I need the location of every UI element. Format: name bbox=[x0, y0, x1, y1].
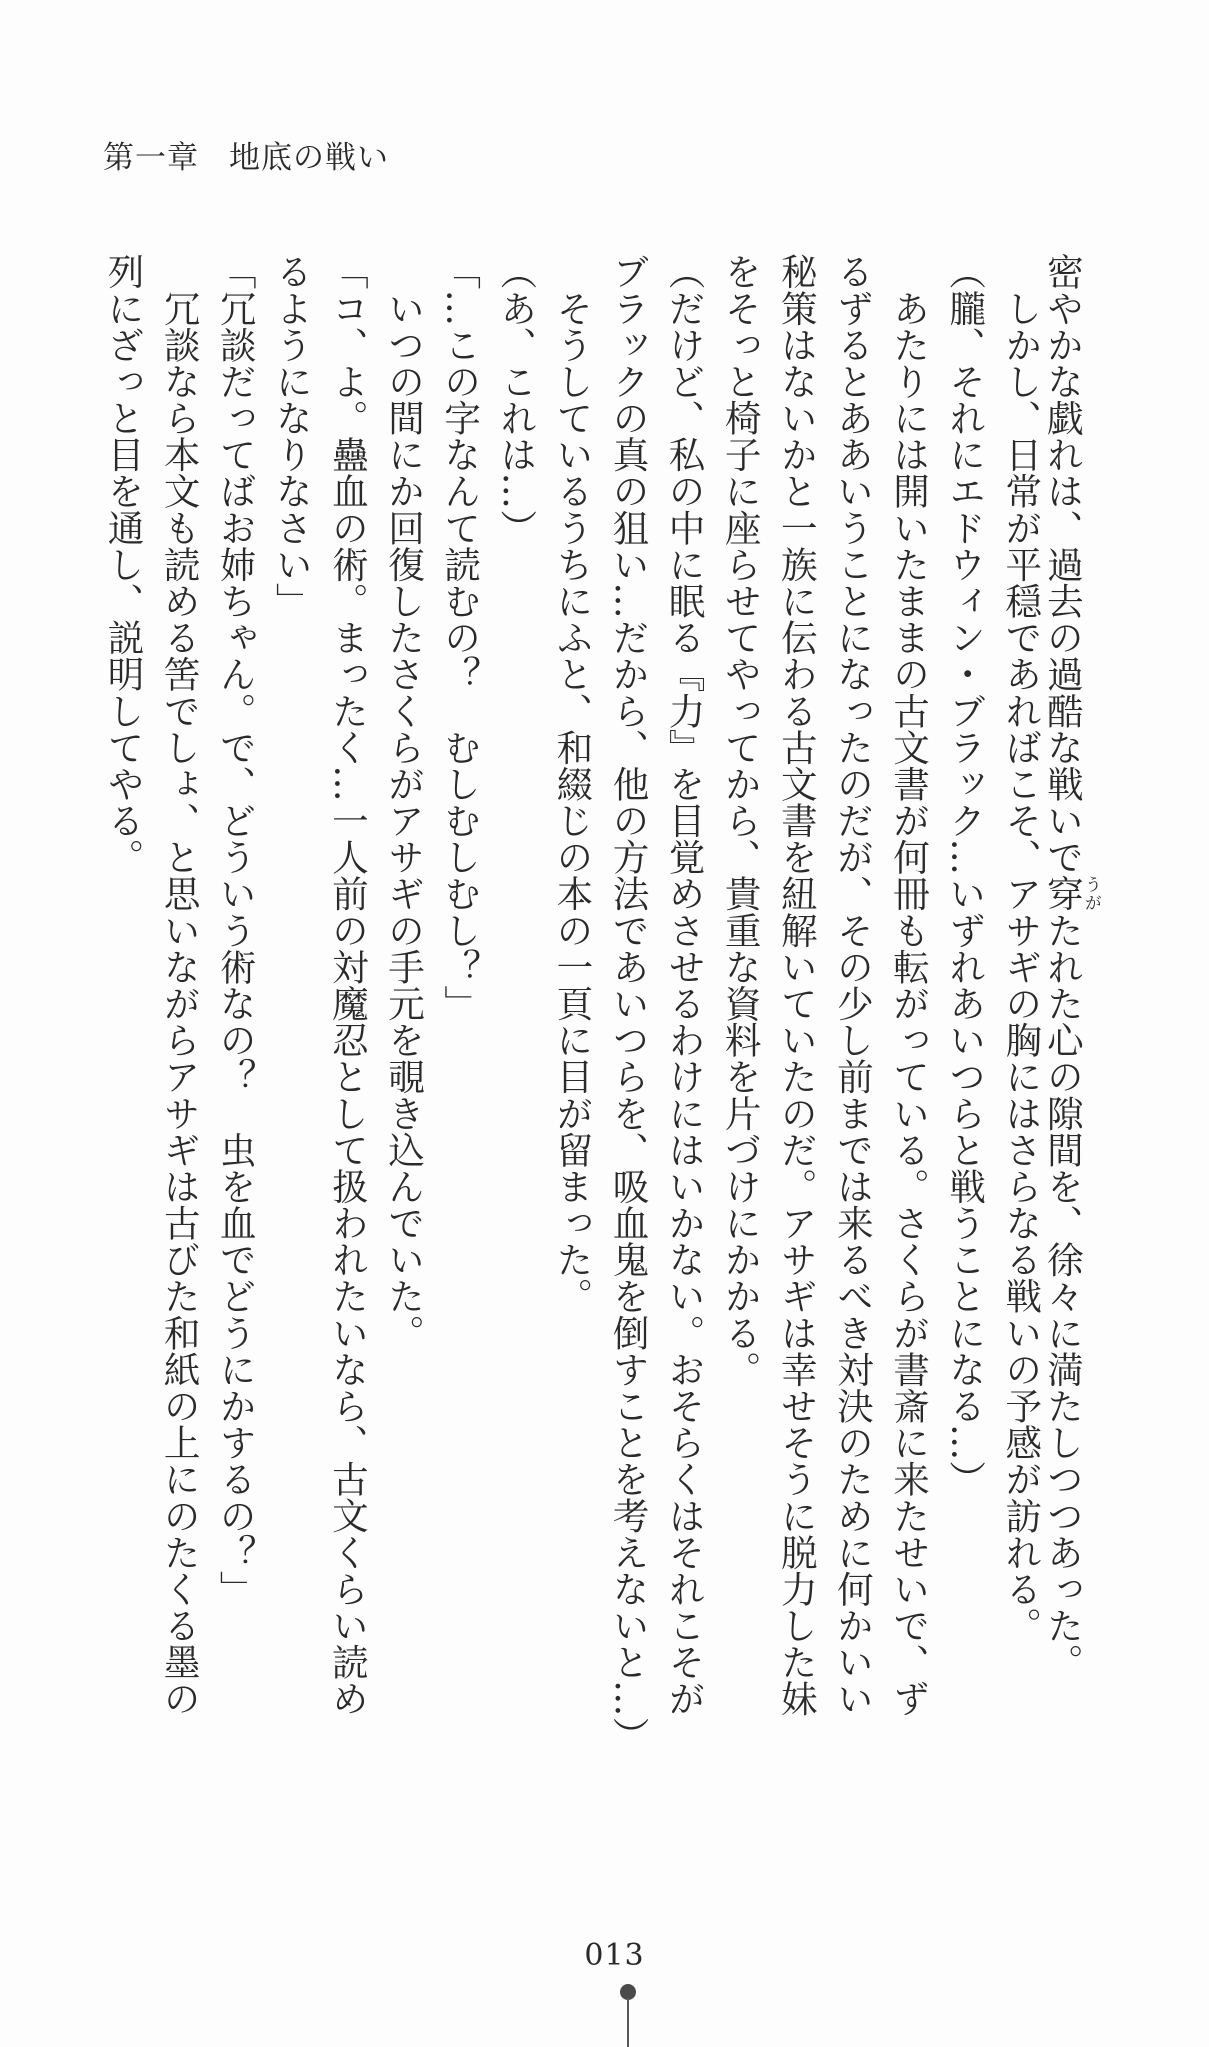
text-column: るずるとああいうことになったのだが、その少し前までは来るべき対決のために何かいい bbox=[831, 253, 875, 1717]
text-column: 密やかな戯れは、過去の過酷な戦いで穿うがたれた心の隙間を、徐々に満たしつつあった。 bbox=[1041, 253, 1101, 1681]
text-column: 「コ、よ。蠱血の術。まったく…一人前の対魔忍として扱われたいなら、古文くらい読め bbox=[326, 253, 370, 1717]
text-column: いつの間にか回復したさくらがアサギの手元を覗き込んでいた。 bbox=[382, 253, 426, 1351]
text-column: 列にざっと目を通し、説明してやる。 bbox=[102, 253, 145, 876]
text-column: そうしているうちにふと、和綴じの本の一頁に目が留まった。 bbox=[550, 253, 594, 1315]
running-header bbox=[103, 132, 389, 177]
text-column: ブラックの真の狙い…だから、他の方法であいつらを、吸血鬼を倒すことを考えないと…） bbox=[606, 253, 650, 1754]
text-column: （朧、それにエドウィン・ブラック…いずれあいつらと戦うことになる…） bbox=[943, 253, 987, 1498]
text-column: 「冗談だってばお姉ちゃん。で、どういう術なの？ 虫を血でどうにかするの？」 bbox=[214, 253, 258, 1607]
text-column: るようになりなさい」 bbox=[270, 253, 314, 619]
text-column: 「…この字なんて読むの？ むしむしむし？」 bbox=[438, 253, 482, 1022]
text-column: しかし、日常が平穏であればこそ、アサギの胸にはさらなる戦いの予感が訪れる。 bbox=[999, 253, 1043, 1644]
text-column: （だけど、私の中に眠る『力』を目覚めさせるわけにはいかない。おそらくはそれこそが bbox=[663, 253, 707, 1717]
text-column: 冗談なら本文も読める筈でしょ、と思いながらアサギは古びた和紙の上にのたくる墨の bbox=[158, 253, 202, 1717]
page-number: 013 bbox=[584, 1938, 645, 1973]
text-column: （あ、これは…） bbox=[494, 253, 538, 546]
vertical-body-text bbox=[100, 253, 1100, 1753]
chapter-number: 第一章 bbox=[103, 140, 199, 176]
text-column: 秘策はないかと一族に伝わる古文書を紐解いていたのだ。アサギは幸せそうに脱力した妹 bbox=[775, 253, 819, 1717]
ruby-reading: うが bbox=[1080, 875, 1101, 912]
text-column: あたりには開いたままの古文書が何冊も転がっている。さくらが書斎に来たせいで、ず bbox=[887, 253, 931, 1717]
page-marker-line bbox=[627, 1998, 629, 2047]
ruby-annotation: 穿うが bbox=[1041, 875, 1101, 912]
text-column: をそっと椅子に座らせてやってから、貴重な資料を片づけにかかる。 bbox=[719, 253, 763, 1388]
chapter-title: 地底の戦い bbox=[229, 140, 389, 176]
